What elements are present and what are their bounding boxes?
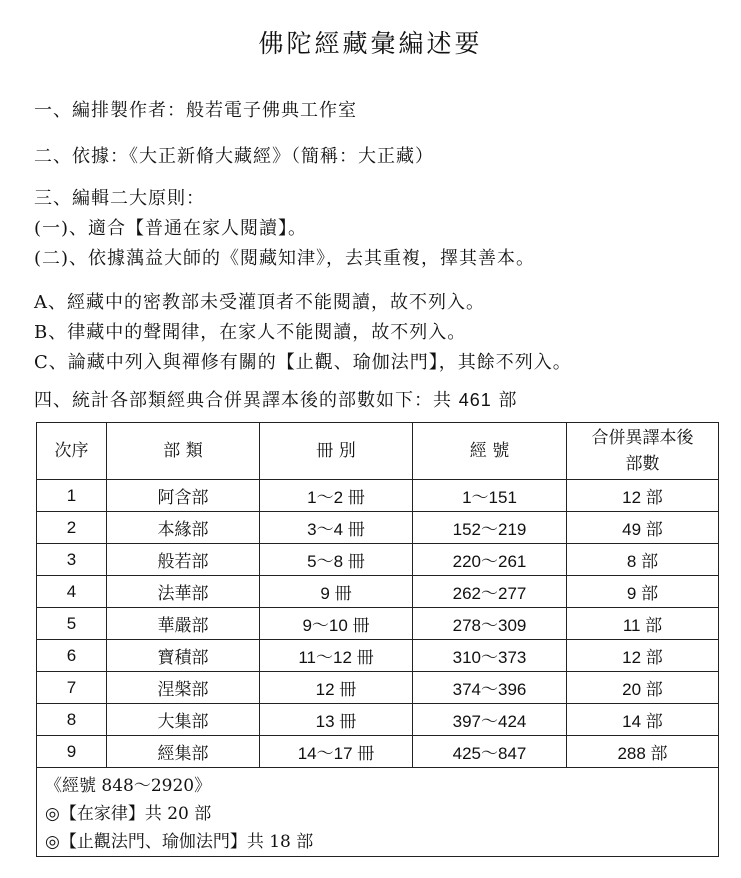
cell-category: 經集部: [107, 736, 260, 768]
basis-line: 二、依據：《大正新脩大藏經》（簡稱：大正藏）: [34, 146, 434, 167]
cell-category: 阿含部: [107, 480, 260, 512]
table-row: [37, 736, 719, 768]
editor-line: 一、編排製作者：般若電子佛典工作室: [34, 100, 357, 121]
statistics-table: [36, 422, 719, 857]
stats-total: 461: [458, 390, 492, 410]
cell-category: 大集部: [107, 704, 260, 736]
cell-count: 11 部: [567, 608, 719, 640]
header-sutra-no: 經 號: [413, 423, 567, 480]
header-merged-line1: 合併異譯本後: [591, 428, 694, 448]
table-row: [37, 704, 719, 736]
cell-count: 288 部: [567, 736, 719, 768]
cell-volumes: 9 冊: [260, 576, 413, 608]
cell-volumes: 14～17 冊: [260, 736, 413, 768]
cell-count: 20 部: [567, 672, 719, 704]
table-row: [37, 480, 719, 512]
cell-count: 8 部: [567, 544, 719, 576]
cell-volumes: 3～4 冊: [260, 512, 413, 544]
cell-seq: 7: [37, 672, 107, 704]
cell-count: 14 部: [567, 704, 719, 736]
table-row: [37, 640, 719, 672]
cell-sutra-no: 310～373: [413, 640, 567, 672]
cell-volumes: 11～12 冊: [260, 640, 413, 672]
cell-sutra-no: 278～309: [413, 608, 567, 640]
cell-category: 般若部: [107, 544, 260, 576]
note-a: A、經藏中的密教部未受灌頂者不能閱讀，故不列入。: [34, 292, 485, 313]
table-row: [37, 608, 719, 640]
cell-seq: 9: [37, 736, 107, 768]
cell-count: 12 部: [567, 480, 719, 512]
cell-seq: 4: [37, 576, 107, 608]
cell-count: 49 部: [567, 512, 719, 544]
cell-volumes: 13 冊: [260, 704, 413, 736]
header-seq: 次序: [37, 423, 107, 480]
footer-sutra-range: 《經號 848～2920》: [45, 776, 212, 796]
cell-sutra-no: 220～261: [413, 544, 567, 576]
stats-heading: [34, 386, 518, 412]
table-footer: [37, 768, 719, 857]
cell-count: 12 部: [567, 640, 719, 672]
table-row: [37, 512, 719, 544]
cell-sutra-no: 397～424: [413, 704, 567, 736]
cell-sutra-no: 152～219: [413, 512, 567, 544]
cell-sutra-no: 374～396: [413, 672, 567, 704]
cell-seq: 2: [37, 512, 107, 544]
page-title: 佛陀經藏彙編述要: [258, 29, 483, 58]
table-footer-row: [37, 768, 719, 857]
cell-seq: 8: [37, 704, 107, 736]
cell-category: 涅槃部: [107, 672, 260, 704]
cell-volumes: 5～8 冊: [260, 544, 413, 576]
footer-vinaya: ◎【在家律】共 20 部: [45, 804, 212, 824]
stats-heading-prefix: 四、統計各部類經典合併異譯本後的部數如下：共: [34, 390, 452, 411]
cell-category: 法華部: [107, 576, 260, 608]
table-header-row: [37, 423, 719, 480]
cell-volumes: 9～10 冊: [260, 608, 413, 640]
table-row: [37, 672, 719, 704]
header-category: 部 類: [107, 423, 260, 480]
cell-sutra-no: 425～847: [413, 736, 567, 768]
stats-heading-suffix: 部: [498, 390, 518, 411]
note-b: B、律藏中的聲聞律，在家人不能閱讀，故不列入。: [34, 322, 467, 343]
footer-meditation: ◎【止觀法門、瑜伽法門】共 18 部: [45, 832, 314, 852]
table-row: [37, 544, 719, 576]
cell-category: 華嚴部: [107, 608, 260, 640]
cell-count: 9 部: [567, 576, 719, 608]
cell-seq: 3: [37, 544, 107, 576]
cell-seq: 5: [37, 608, 107, 640]
cell-seq: 6: [37, 640, 107, 672]
header-merged-line2: 部數: [625, 454, 660, 474]
cell-sutra-no: 262～277: [413, 576, 567, 608]
cell-category: 本緣部: [107, 512, 260, 544]
table-row: [37, 576, 719, 608]
cell-seq: 1: [37, 480, 107, 512]
principle-1: (一)、適合【普通在家人閱讀】。: [34, 218, 308, 239]
header-volumes: 冊 別: [260, 423, 413, 480]
cell-category: 寶積部: [107, 640, 260, 672]
cell-volumes: 1～2 冊: [260, 480, 413, 512]
note-c: C、論藏中列入與禪修有關的【止觀、瑜伽法門】，其餘不列入。: [34, 352, 572, 373]
principles-heading: 三、編輯二大原則：: [34, 188, 205, 209]
cell-sutra-no: 1～151: [413, 480, 567, 512]
cell-volumes: 12 冊: [260, 672, 413, 704]
header-merged-count: [567, 423, 719, 480]
principle-2: (二)、依據蕅益大師的《閱藏知津》，去其重複，擇其善本。: [34, 248, 536, 269]
